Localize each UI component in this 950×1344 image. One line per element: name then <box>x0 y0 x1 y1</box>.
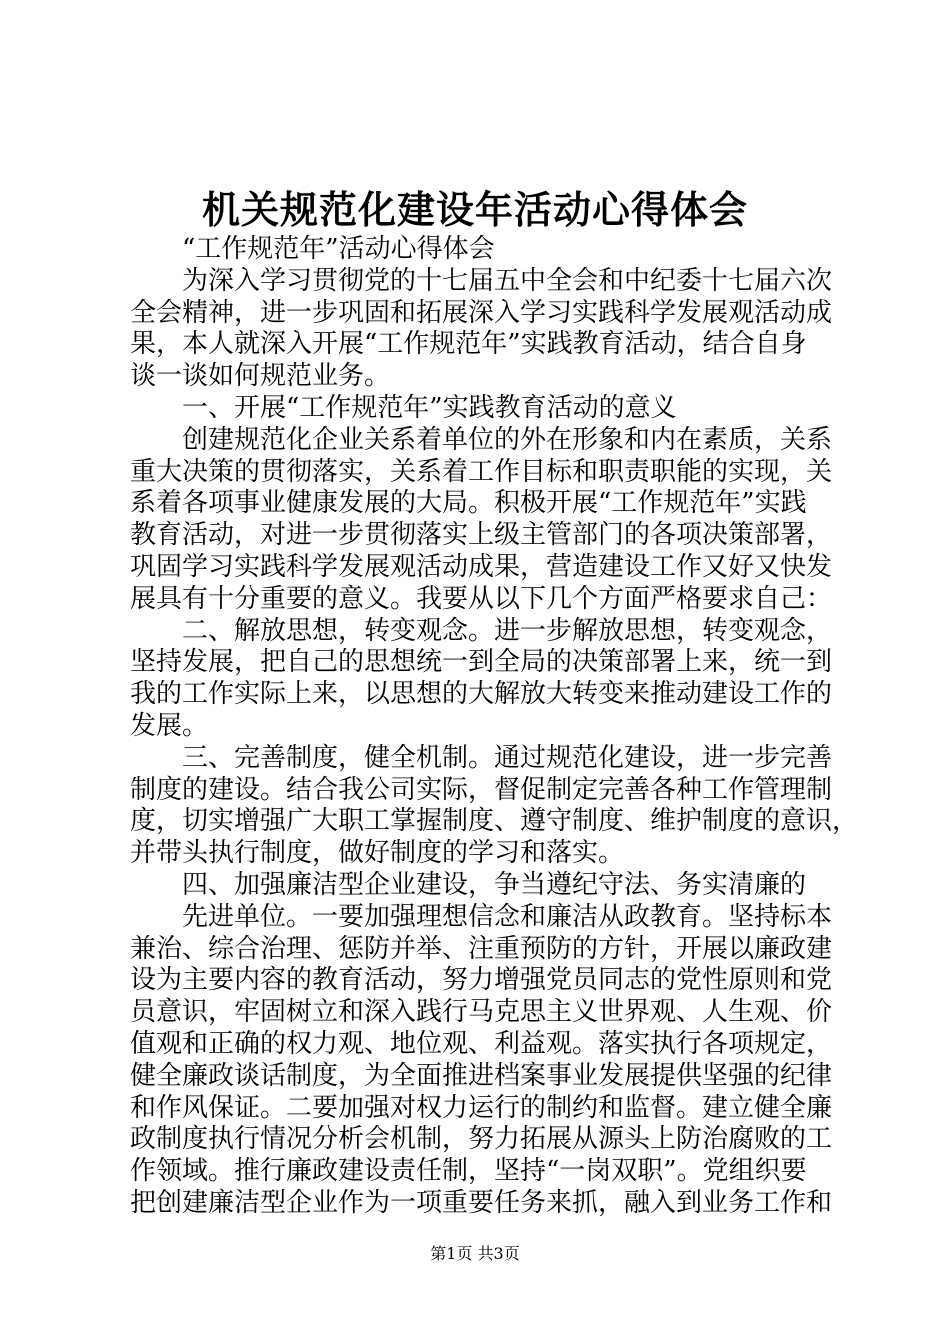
body-line: 系着各项事业健康发展的大局。积极开展“工作规范年”实践 <box>130 488 807 519</box>
body-line: 果，本人就深入开展“工作规范年”实践教育活动，结合自身 <box>130 329 807 360</box>
body-line: 二、解放思想，转变观念。进一步解放思想，转变观念， <box>182 615 833 646</box>
body-line: 重大决策的贯彻落实，关系着工作目标和职责职能的实现，关 <box>130 456 833 487</box>
body-line: 发展。 <box>130 710 209 741</box>
body-line: 并带头执行制度，做好制度的学习和落实。 <box>130 838 625 869</box>
body-line: 我的工作实际上来，以思想的大解放大转变来推动建设工作的 <box>130 679 833 710</box>
body-line: 先进单位。一要加强理想信念和廉洁从政教育。坚持标本 <box>182 901 833 932</box>
body-line: 设为主要内容的教育活动，努力增强党员同志的党性原则和党 <box>130 965 833 996</box>
body-line: 四、加强廉洁型企业建设，争当遵纪守法、务实清廉的 <box>182 869 807 900</box>
body-line: 把创建廉洁型企业作为一项重要任务来抓，融入到业务工作和 <box>130 1187 833 1218</box>
body-line: 教育活动，对进一步贯彻落实上级主管部门的各项决策部署， <box>130 520 833 551</box>
body-line: 兼治、综合治理、惩防并举、注重预防的方针，开展以廉政建 <box>130 933 833 964</box>
body-line: 巩固学习实践科学发展观活动成果，营造建设工作又好又快发 <box>130 551 833 582</box>
body-line: 度，切实增强广大职工掌握制度、遵守制度、维护制度的意识， <box>130 806 859 837</box>
body-line: 坚持发展，把自己的思想统一到全局的决策部署上来，统一到 <box>130 647 833 678</box>
section-heading: 一、开展“工作规范年”实践教育活动的意义 <box>182 392 677 423</box>
body-line: “工作规范年”活动心得体会 <box>182 234 495 264</box>
body-line: 为深入学习贯彻党的十七届五中全会和中纪委十七届六次 <box>182 265 833 296</box>
body-line: 全会精神，进一步巩固和拓展深入学习实践科学发展观活动成 <box>130 297 833 328</box>
body-line: 创建规范化企业关系着单位的外在形象和内在素质，关系 <box>182 424 833 455</box>
page-footer: 第1页 共3页 <box>430 1244 520 1263</box>
body-line: 健全廉政谈话制度，为全面推进档案事业发展提供坚强的纪律 <box>130 1060 833 1091</box>
document-body <box>130 234 859 1220</box>
body-line: 制度的建设。结合我公司实际，督促制定完善各种工作管理制 <box>130 774 833 805</box>
document-title: 机关规范化建设年活动心得体会 <box>201 187 748 232</box>
body-line: 三、完善制度，健全机制。通过规范化建设，进一步完善 <box>182 742 833 773</box>
body-line: 和作风保证。二要加强对权力运行的制约和监督。建立健全廉 <box>130 1092 833 1123</box>
body-line: 展具有十分重要的意义。我要从以下几个方面严格要求自己： <box>130 583 833 614</box>
body-line: 政制度执行情况分析会机制，努力拓展从源头上防治腐败的工 <box>130 1124 833 1155</box>
body-line: 作领域。推行廉政建设责任制，坚持“一岗双职”。党组织要 <box>130 1156 807 1187</box>
body-line: 值观和正确的权力观、地位观、利益观。落实执行各项规定， <box>130 1028 833 1059</box>
body-line: 谈一谈如何规范业务。 <box>130 361 391 392</box>
body-line: 员意识，牢固树立和深入践行马克思主义世界观、人生观、价 <box>130 997 833 1028</box>
